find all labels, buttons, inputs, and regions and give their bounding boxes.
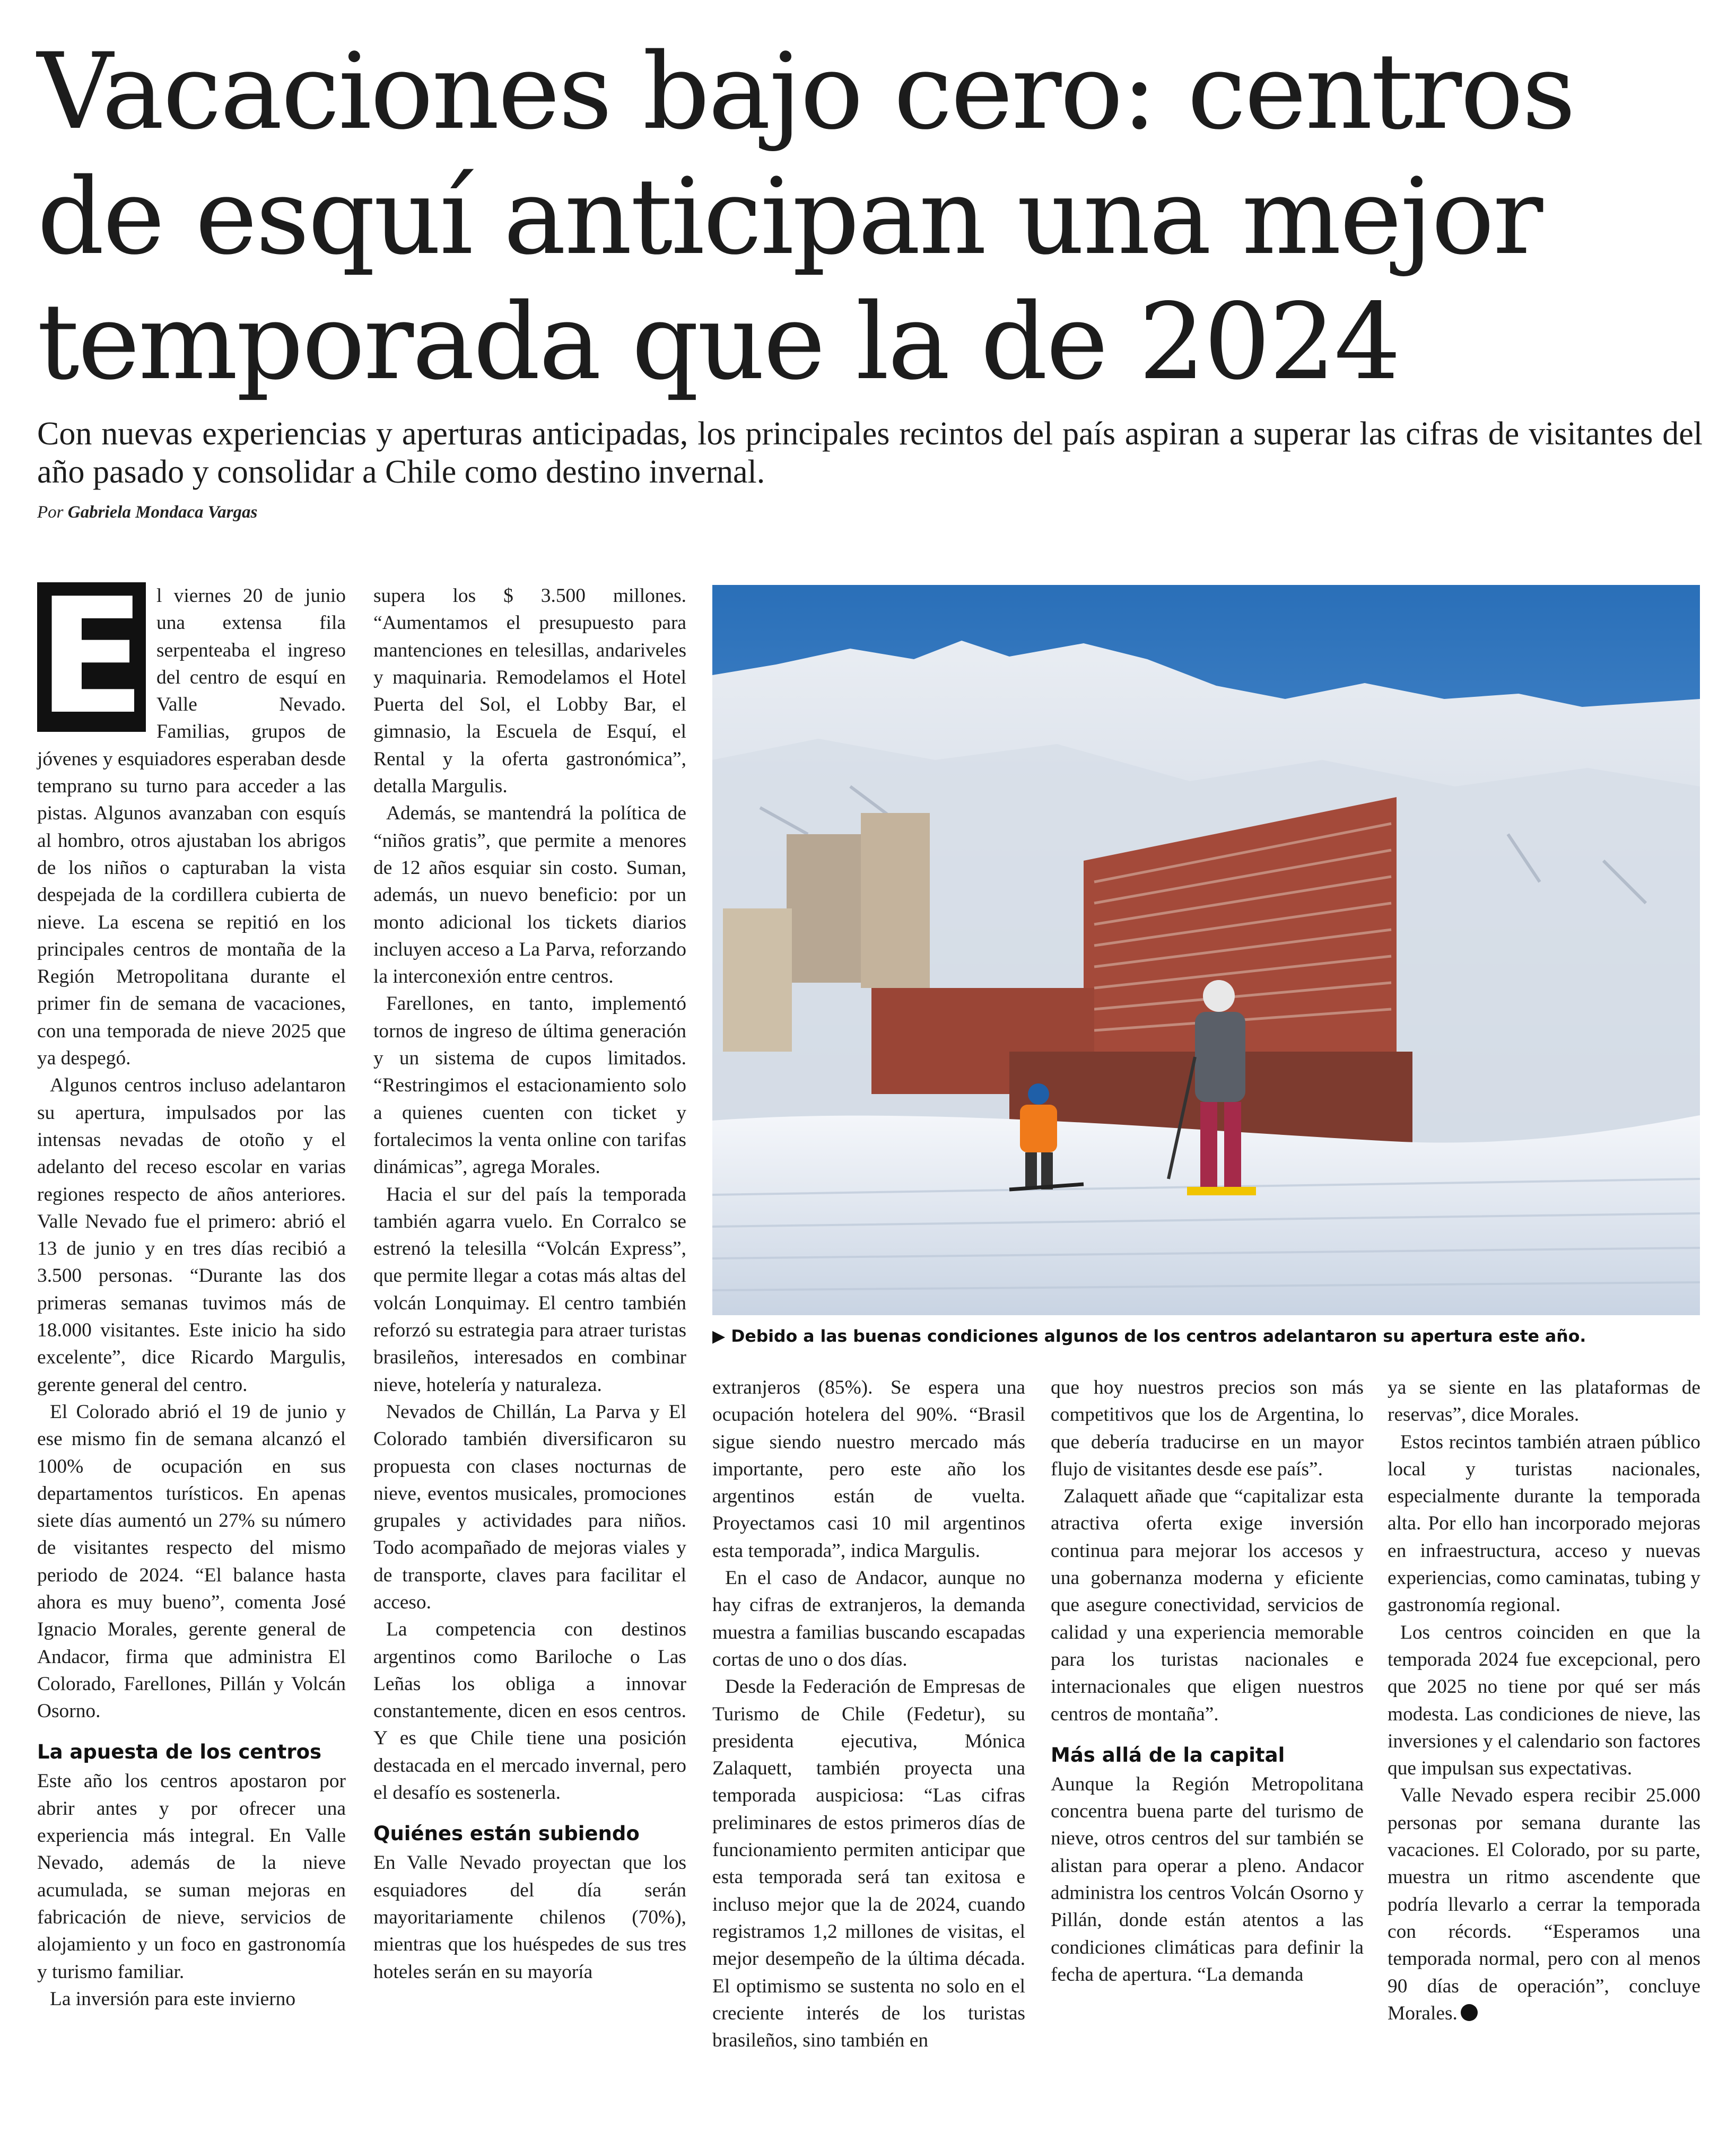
tower-building	[723, 908, 792, 1052]
photo-caption	[712, 1326, 1709, 1347]
caption-marker: ▶	[712, 1327, 726, 1346]
headline	[37, 29, 1708, 405]
article-column-2	[373, 582, 686, 1986]
paragraph: Los centros coinciden en que la temporada 2024 fue excepcional, pero que 2025 no tiene por qué ser más modesta. Las condiciones de nieve, las inversiones y el calendario son factores que impulsan sus expectativas.	[1388, 1621, 1700, 1780]
tower-building	[787, 834, 861, 983]
paragraph: Zalaquett añade que “capitalizar esta atractiva oferta exige inversión continua para mejorar los accesos y una gobernanza moderna y eficiente que asegure conectividad, servicios de calidad y una experiencia memorable para los turistas nacionales e internacionales que eligen nuestros centros de montaña”.	[1051, 1485, 1364, 1725]
paragraph: La inversión para este invierno	[50, 1988, 296, 2010]
paragraph: Farellones, en tanto, implementó tornos de ingreso de última generación y un sistema de cupos limitados. “Restringimos el estacionamiento solo a quienes cuenten con ticket y fortalecimos la venta online con tarifas dinámicas”, agrega Morales.	[373, 993, 686, 1178]
paragraph: Nevados de Chillán, La Parva y El Colorado también diversificaron su propuesta con clases nocturnas de nieve, eventos musicales, promociones grupales y actividades para niños. Todo acompañado de mejoras viales y de transporte, claves para facilitar el acceso.	[373, 1401, 686, 1613]
paragraph: Estos recintos también atraen público local y turistas nacionales, especialmente durante la temporada alta. Por ello han incorporado mejoras en infraestructura, acceso y nuevas experiencias, como caminatas, tubing y gastronomía regional.	[1388, 1431, 1700, 1616]
drop-cap-letter: E	[37, 564, 146, 749]
paragraph: Algunos centros incluso adelantaron su apertura, impulsados por las intensas nevadas de otoño y el adelanto del receso escolar en varias regiones respecto de años anteriores. Valle Nevado fue el primero: abrió el 13 de junio y en tres días recibió a 3.500 personas. “Durante las dos primeras semanas tuvimos más de 18.000 visitantes. Este inicio ha sido excelente”, dice Ricardo Margulis, gerente general del centro.	[37, 1074, 346, 1396]
end-of-article-icon	[1461, 2004, 1478, 2021]
paragraph: Desde la Federación de Empresas de Turismo de Chile (Fedetur), su presidenta ejecutiva, Mónica Zalaquett, también proyecta una temporada auspiciosa: “Las cifras preliminares de estos primeros días de funcionamiento permiten anticipar que esta temporada será tan exitosa e incluso mejor que la de 2024, cuando registramos 1,2 millones de visitas, el mejor desempeño de la última década. El optimismo se sustenta no solo en el creciente interés de los turistas brasileños, sino también en	[712, 1676, 1025, 2052]
paragraph: En el caso de Andacor, aunque no hay cifras de extranjeros, la demanda muestra a familias buscando escapadas cortas de uno o dos días.	[712, 1567, 1025, 1671]
paragraph: Este año los centros apostaron por abrir antes y por ofrecer una experiencia más integral. En Valle Nevado, además de la nieve acumulada, se suman mejoras en fabricación de nieve, servicios de alojamiento y un foco en gastronomía y turismo familiar.	[37, 1770, 346, 1983]
subheading: La apuesta de los centros	[37, 1741, 322, 1764]
photo-valle-nevado	[712, 585, 1700, 1315]
byline-prefix: Por	[37, 503, 64, 522]
paragraph: Hacia el sur del país la temporada también agarra vuelo. En Corralco se estrenó la telesilla “Volcán Express”, que permite llegar a cotas más altas del volcán Lonquimay. El centro también reforzó su estrategia para atraer turistas brasileños, interesados en combinar nieve, hotelería y naturaleza.	[373, 1183, 686, 1396]
drop-cap	[37, 564, 146, 749]
paragraph: l viernes 20 de junio una extensa fila serpenteaba el ingreso del centro de esquí en Valle Nevado. Familias, grupos de jóvenes y esquiadores esperaban desde temprano su turno para acceder a las pistas. Algunos avanzaban con esquís al hombro, otros ajustaban los abrigos de los niños o capturaban la vista despejada de la cordillera cubierta de nieve. La escena se repitió en los principales centros de montaña de la Región Metropolitana durante el primer fin de semana de vacaciones, con una temporada de nieve 2025 que ya despegó.	[37, 585, 346, 1070]
tower-building	[861, 813, 930, 988]
paragraph-text: Valle Nevado espera recibir 25.000 personas por semana durante las vacaciones. El Colorado, por su parte, muestra un ritmo ascendente que podría llevarlo a cerrar la temporada con récords. “Esperamos una temporada normal, pero con al menos 90 días de operación”, concluye Morales.	[1388, 1785, 1700, 2024]
byline-author: Gabriela Mondaca Vargas	[67, 503, 258, 522]
photo-valle-nevado-skiers	[712, 585, 1700, 1315]
paragraph	[1388, 1782, 1700, 2027]
paragraph: En Valle Nevado proyectan que los esquiadores del día serán mayoritariamente chilenos (70%), mientras que los huéspedes de sus tres hoteles serán en su mayoría	[373, 1852, 686, 1983]
headline-line-1: Vacaciones bajo cero: centros	[37, 30, 1574, 153]
paragraph: Aunque la Región Metropolitana concentra buena parte del turismo de nieve, otros centros del sur también se alistan para operar a pleno. Andacor administra los centros Volcán Osorno y Pillán, donde están atentos a las condiciones climáticas para definir la fecha de apertura. “La demanda	[1051, 1773, 1364, 1986]
paragraph: El Colorado abrió el 19 de junio y ese mismo fin de semana alcanzó el 100% de ocupación en sus departamentos turísticos. En apenas siete días aumentó un 27% su número de visitantes respecto del mismo periodo de 2024. “El balance hasta ahora es muy bueno”, comenta José Ignacio Morales, gerente general de Andacor, firma que administra El Colorado, Farellones, Pillán y Volcán Osorno.	[37, 1401, 346, 1722]
paragraph: La competencia con destinos argentinos como Bariloche o Las Leñas los obliga a innovar constantemente, dicen en esos centros. Y es que Chile tiene una posición destacada en el mercado invernal, pero el desafío es sostenerla.	[373, 1619, 686, 1804]
deck-subtitle: Con nuevas experiencias y aperturas anticipadas, los principales recintos del país aspiran a superar las cifras de visitantes del año pasado y consolidar a Chile como destino invernal.	[37, 416, 1703, 490]
article-column-3	[712, 1374, 1025, 2054]
article-column-1	[37, 564, 346, 2013]
paragraph: extranjeros (85%). Se espera una ocupación hotelera del 90%. “Brasil sigue siendo nuestro mercado más importante, pero este año los argentinos están de vuelta. Proyectamos casi 10 mil argentinos esta temporada”, indica Margulis.	[712, 1377, 1025, 1562]
paragraph: Además, se mantendrá la política de “niños gratis”, que permite a menores de 12 años esquiar sin costo. Suman, además, un nuevo beneficio: por un monto adicional los tickets diarios incluyen acceso a La Parva, reforzando la interconexión entre centros.	[373, 802, 686, 988]
paragraph: supera los $ 3.500 millones. “Aumentamos el presupuesto para mantenciones en telesillas, andariveles y maquinaria. Remodelamos el Hotel Puerta del Sol, el Lobby Bar, el gimnasio, la Escuela de Esquí, el Rental y la oferta gastronómica”, detalla Margulis.	[373, 585, 686, 798]
paragraph: ya se siente en las plataformas de reservas”, dice Morales.	[1388, 1377, 1700, 1426]
headline-line-2: de esquí anticipan una mejor	[37, 155, 1542, 278]
byline	[37, 503, 257, 522]
subheading: Más allá de la capital	[1051, 1743, 1285, 1766]
paragraph: que hoy nuestros precios son más competitivos que los de Argentina, lo que debería traducirse en un mayor flujo de visitantes desde ese país”.	[1051, 1377, 1364, 1480]
headline-line-3: temporada que la de 2024	[37, 281, 1400, 403]
caption-text: Debido a las buenas condiciones algunos de los centros adelantaron su apertura este año.	[731, 1327, 1586, 1346]
article-column-5	[1388, 1374, 1700, 2027]
article-column-4	[1051, 1374, 1364, 1988]
subheading: Quiénes están subiendo	[373, 1822, 640, 1846]
